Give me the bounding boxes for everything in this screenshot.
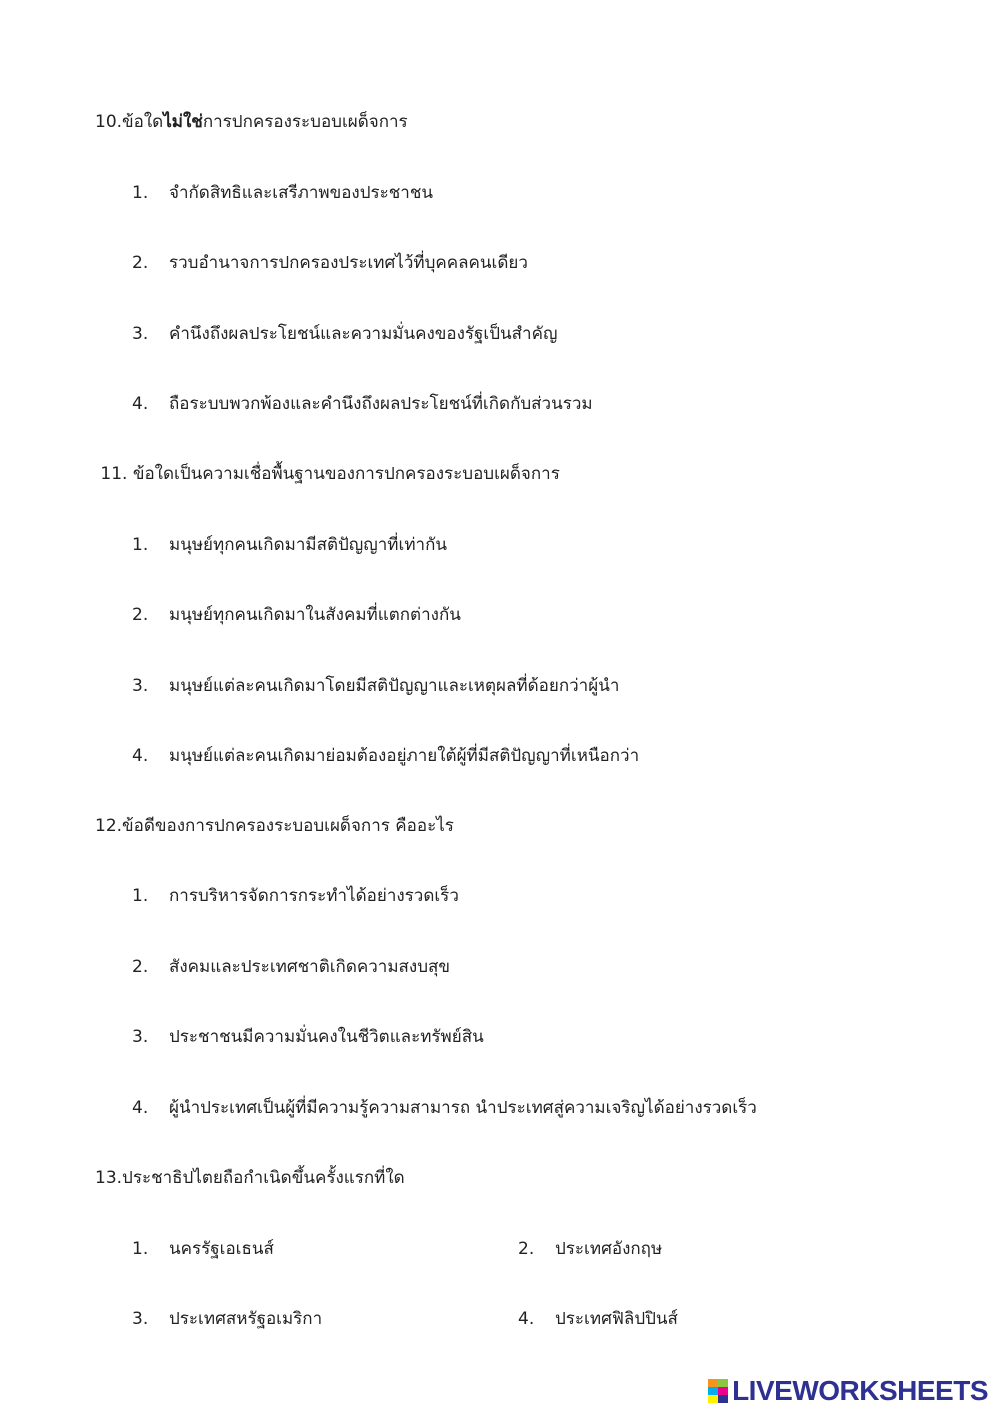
mark-square xyxy=(708,1379,718,1387)
option-text: ถือระบบพวกพ้องและคำนึงถึงผลประโยชน์ที่เกิดกับส่วนรวม xyxy=(169,394,593,414)
mark-square xyxy=(718,1387,728,1395)
option-number: 1. xyxy=(132,183,149,203)
question-13: 13.ประชาธิปไตยถือกำเนิดขึ้นครั้งแรกที่ใด xyxy=(95,1168,405,1188)
option-number: 4. xyxy=(132,1098,149,1118)
option-text: จำกัดสิทธิและเสรีภาพของประชาชน xyxy=(169,183,434,203)
option-text: นครรัฐเอเธนส์ xyxy=(169,1239,274,1259)
mark-square xyxy=(718,1379,728,1387)
question-10-prefix: 10.ข้อใด xyxy=(95,112,164,132)
option-number: 2. xyxy=(132,253,149,273)
option-text: มนุษย์ทุกคนเกิดมามีสติปัญญาที่เท่ากัน xyxy=(169,535,447,555)
option-number: 1. xyxy=(132,535,149,555)
mark-square xyxy=(718,1395,728,1403)
option-number: 3. xyxy=(132,324,149,344)
option-number: 4. xyxy=(132,394,149,414)
question-10-emphasis: ไม่ใช่ xyxy=(163,112,203,132)
option-text: รวบอำนาจการปกครองประเทศไว้ที่บุคคลคนเดียว xyxy=(169,253,528,273)
liveworksheets-wordmark: LIVEWORKSHEETS xyxy=(732,1375,988,1406)
option-number: 3. xyxy=(132,676,149,696)
question-11: 11. ข้อใดเป็นความเชื่อพื้นฐานของการปกครองระบอบเผด็จการ xyxy=(95,464,560,484)
option-number: 3. xyxy=(132,1027,149,1047)
option-text: ประเทศสหรัฐอเมริกา xyxy=(169,1309,323,1329)
option-number: 1. xyxy=(132,1239,149,1259)
option-text: ประชาชนมีความมั่นคงในชีวิตและทรัพย์สิน xyxy=(169,1027,484,1047)
option-text: การบริหารจัดการกระทำได้อย่างรวดเร็ว xyxy=(169,886,459,906)
option-number: 4. xyxy=(518,1309,535,1329)
question-10-suffix: การปกครองระบอบเผด็จการ xyxy=(202,112,408,132)
option-text: มนุษย์แต่ละคนเกิดมาย่อมต้องอยู่ภายใต้ผู้ที่มีสติปัญญาที่เหนือกว่า xyxy=(169,746,640,766)
question-12: 12.ข้อดีของการปกครองระบอบเผด็จการ คืออะไร xyxy=(95,816,454,836)
option-number: 3. xyxy=(132,1309,149,1329)
option-text: คำนึงถึงผลประโยชน์และความมั่นคงของรัฐเป็นสำคัญ xyxy=(169,324,558,344)
option-text: ประเทศอังกฤษ xyxy=(555,1239,663,1259)
option-number: 2. xyxy=(132,957,149,977)
option-text: สังคมและประเทศชาติเกิดความสงบสุข xyxy=(169,957,451,977)
option-text: ผู้นำประเทศเป็นผู้ที่มีความรู้ความสามารถ นำประเทศสู่ความเจริญได้อย่างรวดเร็ว xyxy=(169,1098,757,1118)
option-number: 2. xyxy=(518,1239,535,1259)
question-10 xyxy=(95,110,408,134)
option-number: 2. xyxy=(132,605,149,625)
liveworksheets-logo xyxy=(708,1374,988,1408)
liveworksheets-mark-icon xyxy=(708,1379,728,1403)
mark-square xyxy=(708,1395,718,1403)
option-number: 1. xyxy=(132,886,149,906)
option-text: มนุษย์แต่ละคนเกิดมาโดยมีสติปัญญาและเหตุผลที่ด้อยกว่าผู้นำ xyxy=(169,676,620,696)
option-number: 4. xyxy=(132,746,149,766)
option-text: มนุษย์ทุกคนเกิดมาในสังคมที่แตกต่างกัน xyxy=(169,605,461,625)
mark-square xyxy=(708,1387,718,1395)
option-text: ประเทศฟิลิปปินส์ xyxy=(555,1309,678,1329)
